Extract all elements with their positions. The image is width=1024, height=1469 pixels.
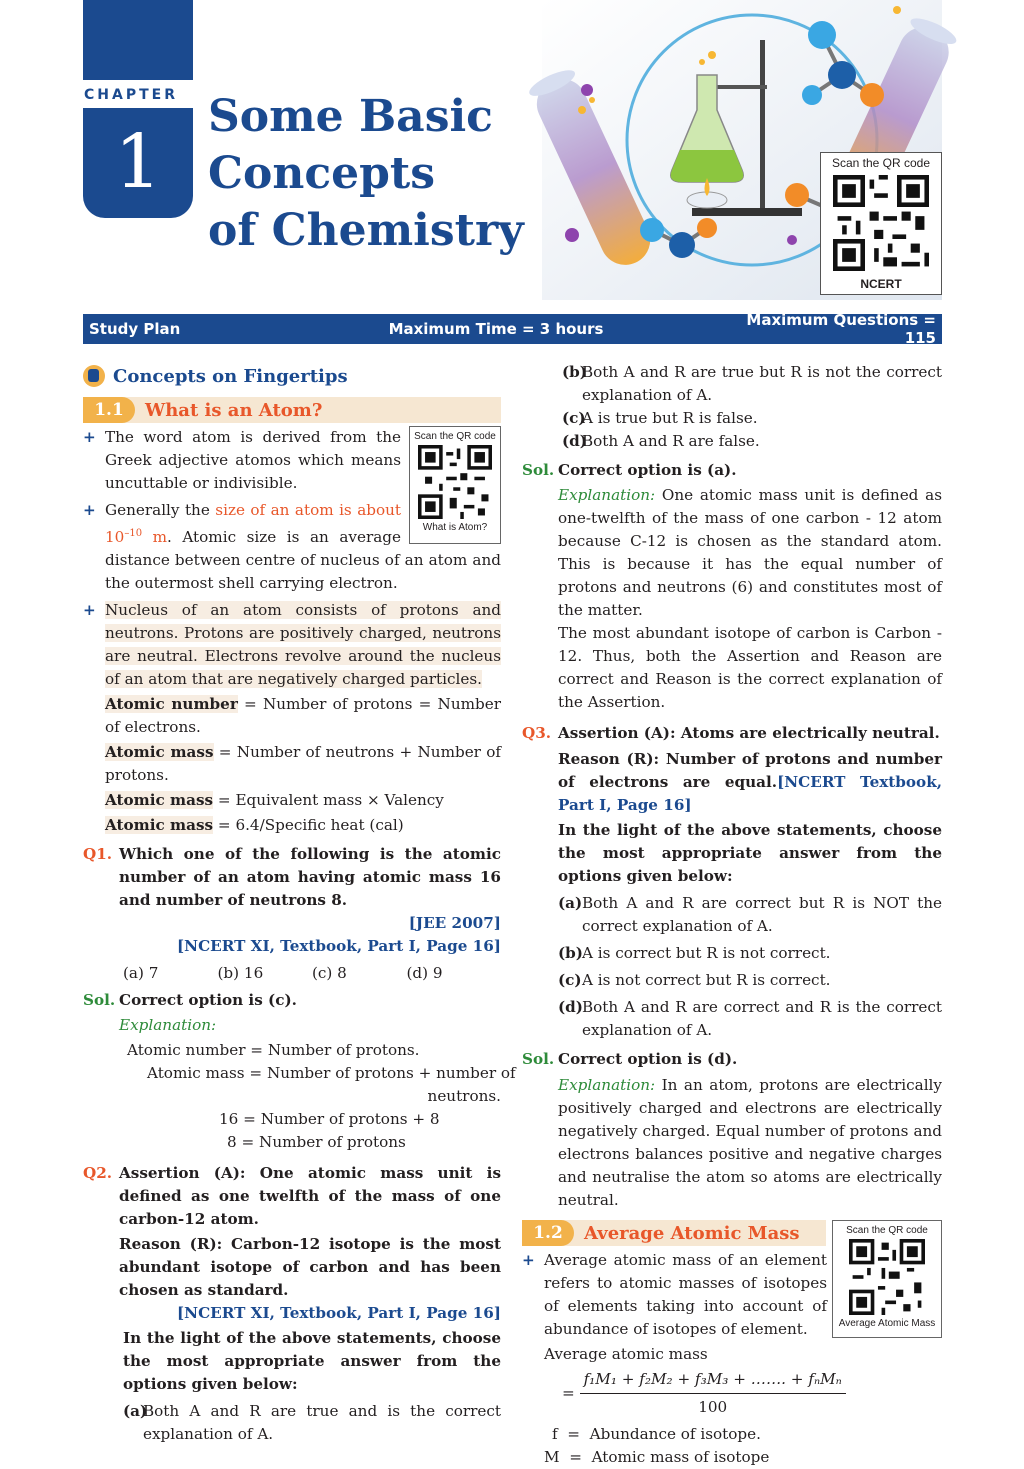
bullet-item — [83, 599, 501, 691]
equation-line: 16 = Number of protons + 8 — [219, 1110, 440, 1129]
qr-code-icon[interactable] — [833, 175, 929, 271]
solution-label: Sol. — [522, 1050, 555, 1068]
explanation-text: One atomic mass unit is defined as one-twelfth of the mass of one carbon - 12 atom because C-12 is chosen as the standard atom. This is because it has the equal number of protons and neutrons (6) and constitutes most of the matter. — [558, 486, 942, 619]
option-label: (d) — [558, 998, 583, 1016]
section-number: 1.2 — [522, 1220, 574, 1246]
study-plan-label: Study Plan — [89, 320, 181, 338]
plus-bullet-icon: + — [522, 1251, 535, 1269]
explanation-label: Explanation: — [558, 1076, 656, 1094]
section-header — [522, 1220, 826, 1246]
chapter-tab — [83, 0, 193, 80]
solution-3 — [522, 1048, 942, 1212]
bullet-item — [83, 426, 501, 495]
concepts-icon — [83, 365, 105, 387]
explanation-text: In an atom, protons are electrically positively charged and electrons are electrically negatively charged. Equal number of protons and electrons balances positive and negative charges and neutralise the atom so atoms are electrically neutral. — [558, 1076, 942, 1209]
chapter-label: CHAPTER — [84, 87, 178, 103]
section-number: 1.1 — [83, 397, 135, 423]
solution-answer: Correct option is (a). — [558, 461, 737, 479]
avg-mass-qr-box[interactable] — [832, 1220, 942, 1338]
solution-2 — [522, 459, 942, 714]
solution-label: Sol. — [83, 991, 116, 1010]
option-label: (d) — [562, 432, 587, 450]
explanation-text: The most abundant isotope of carbon is Carbon - 12. Thus, both the Assertion and Reason are correct and Reason is the correct explanation of the Assertion. — [558, 624, 942, 711]
equals-sign: = — [562, 1384, 575, 1402]
concepts-title: Concepts on Fingertips — [113, 365, 348, 387]
highlight-text: size of an atom is about 10 — [105, 501, 401, 547]
question-prompt: In the light of the above statements, choose the most appropriate answer from the options given below: — [123, 1329, 501, 1394]
question-number: Q2. — [83, 1164, 113, 1183]
solution-answer: Correct option is (d). — [558, 1050, 738, 1068]
solution-answer: Correct option is (c). — [119, 991, 297, 1010]
equation-line: Atomic number = Number of protons. — [127, 1041, 420, 1060]
bullet-item — [83, 499, 501, 595]
right-column — [522, 361, 942, 1469]
option-label: (b) — [562, 363, 587, 381]
definition-term: Atomic number — [105, 695, 238, 714]
option-text: A is correct but R is not correct. — [582, 944, 831, 962]
formula — [522, 1368, 942, 1419]
question-source: [NCERT XI, Textbook, Part I, Page 16] — [177, 1304, 501, 1323]
equation-line: 8 = Number of protons — [227, 1133, 406, 1152]
variable-definition: M = Atomic mass of isotope — [544, 1448, 770, 1466]
option — [522, 942, 942, 965]
question-1 — [83, 843, 501, 958]
solution-1 — [83, 989, 516, 1154]
max-questions: Maximum Questions = 115 — [746, 311, 936, 347]
option: (a) 7 — [123, 964, 159, 983]
solution-label: Sol. — [522, 461, 555, 479]
definition-term: Atomic mass — [105, 816, 214, 835]
bullet-text: Generally the — [105, 501, 216, 519]
section-title: What is an Atom? — [145, 399, 323, 421]
chapter-title-line: Some Basic — [208, 91, 493, 142]
question-number: Q1. — [83, 845, 113, 864]
option: (b) 16 — [217, 964, 264, 983]
bullet-text: Average atomic mass of an element refers to atomic masses of isotopes of elements taking into account of abundance of isotopes of element. — [544, 1251, 827, 1338]
bullet-text: . Atomic size is an average distance between centre of nucleus of an atom and the outermost shell carrying electron. — [105, 528, 501, 593]
definition-text: = 6.4/Specific heat (cal) — [213, 816, 404, 835]
plus-bullet-icon: + — [83, 501, 96, 519]
section-title: Average Atomic Mass — [584, 1222, 800, 1244]
bullet-text: Nucleus of an atom consists of protons and neutrons. Protons are positively charged, neutrons are neutral. Electrons revolve around the nucleus of an atom that are negatively charged particles. — [105, 601, 501, 689]
option-label: (b) — [558, 944, 583, 962]
assertion-text: Assertion (A): Atoms are electrically neutral. — [558, 724, 940, 742]
explanation-label: Explanation: — [119, 1016, 217, 1035]
left-column — [83, 360, 516, 1446]
plus-bullet-icon: + — [83, 601, 96, 620]
chapter-title-line: of Chemistry — [208, 205, 524, 256]
variable-definition: f = Abundance of isotope. — [552, 1425, 761, 1443]
definition-text: = Equivalent mass × Valency — [213, 791, 444, 810]
option: (d) 9 — [406, 964, 443, 983]
section-header — [83, 397, 501, 423]
definition — [83, 693, 501, 739]
option-text: Both A and R are false. — [582, 432, 760, 450]
qr-caption: Scan the QR code — [414, 431, 496, 442]
option-label: (a) — [123, 1402, 148, 1421]
explanation — [558, 484, 942, 622]
question-3 — [522, 722, 942, 888]
bullet-text: The word atom is derived from the Greek adjective atomos which means uncuttable or indivisible. — [105, 428, 401, 492]
chapter-title-line: Concepts — [208, 148, 436, 199]
section-2-block — [522, 1220, 942, 1469]
option — [522, 969, 942, 992]
highlight-text: m — [142, 528, 167, 547]
definition-text: = Number of protons = Number of electrons. — [105, 695, 502, 737]
question-source: [NCERT Textbook, Part I, Page 16] — [558, 773, 942, 814]
fraction-numerator: f₁M₁ + f₂M₂ + f₃M₃ + ……. + fₙMₙ — [580, 1368, 846, 1394]
definition-term: Atomic mass — [105, 791, 214, 810]
explanation-label: Explanation: — [558, 486, 656, 504]
qr-label: What is Atom? — [422, 522, 488, 533]
qr-caption: Scan the QR code — [846, 1225, 928, 1236]
fraction-denominator: 100 — [698, 1398, 728, 1416]
question-2 — [83, 1162, 501, 1396]
explanation — [558, 1074, 942, 1212]
option — [522, 892, 942, 938]
reason-text: Reason (R): Carbon-12 isotope is the most abundant isotope of carbon and has been chosen as standard. — [119, 1235, 501, 1300]
bullet-item — [522, 1249, 827, 1341]
max-time: Maximum Time = 3 hours — [388, 320, 604, 338]
reason-text: Reason (R): Number of protons and number of electrons are equal. — [558, 750, 942, 791]
qr-label: NCERT — [860, 277, 902, 291]
option-text: Both A and R are correct and R is the correct explanation of A. — [582, 998, 942, 1039]
fraction — [580, 1368, 846, 1419]
equation-line: Atomic mass = Number of protons + number of — [147, 1064, 516, 1083]
option — [522, 407, 942, 430]
chapter-title — [208, 88, 524, 259]
definition — [83, 741, 501, 787]
option-text: A is not correct but R is correct. — [582, 971, 831, 989]
question-source: [JEE 2007] — [408, 914, 501, 933]
option: (c) 8 — [312, 964, 347, 983]
formula-label: Average atomic mass — [544, 1345, 708, 1363]
definition — [83, 789, 501, 812]
option-text: Both A and R are correct but R is NOT the correct explanation of A. — [582, 894, 942, 935]
option — [522, 361, 942, 407]
definition-text: = Number of neutrons + Number of protons. — [105, 743, 501, 785]
exponent: –10 — [124, 528, 143, 539]
option-label: (a) — [558, 894, 583, 912]
option — [522, 996, 942, 1042]
qr-code-icon[interactable] — [849, 1239, 925, 1315]
plus-bullet-icon: + — [83, 428, 96, 446]
question-prompt: In the light of the above statements, choose the most appropriate answer from the options given below: — [558, 821, 942, 885]
option-text: A is true but R is false. — [582, 409, 758, 427]
definition-term: Atomic mass — [105, 743, 214, 762]
equation-line: neutrons. — [427, 1087, 501, 1106]
definition — [83, 814, 501, 837]
qr-caption: Scan the QR code — [831, 156, 931, 170]
assertion-text: Assertion (A): One atomic mass unit is defined as one twelfth of the mass of one carbon-12 atom. — [119, 1164, 501, 1229]
question-number: Q3. — [522, 724, 552, 742]
chapter-number: 1 — [83, 108, 193, 218]
qr-label: Average Atomic Mass — [838, 1318, 936, 1329]
option-label: (c) — [558, 971, 582, 989]
question-source: [NCERT XI, Textbook, Part I, Page 16] — [177, 937, 501, 956]
question-text: Which one of the following is the atomic number of an atom having atomic mass 16 and number of neutrons 8. — [119, 845, 501, 910]
option-label: (c) — [562, 409, 586, 427]
option-text: Both A and R are true but R is not the correct explanation of A. — [582, 363, 942, 404]
ncert-qr-box[interactable] — [820, 152, 942, 295]
reason-text — [558, 748, 942, 817]
concepts-heading — [83, 360, 501, 392]
option — [522, 430, 942, 453]
options-row — [83, 962, 501, 985]
option — [83, 1400, 501, 1446]
study-plan-bar — [83, 311, 942, 347]
option-text: Both A and R are true and is the correct explanation of A. — [143, 1402, 501, 1444]
